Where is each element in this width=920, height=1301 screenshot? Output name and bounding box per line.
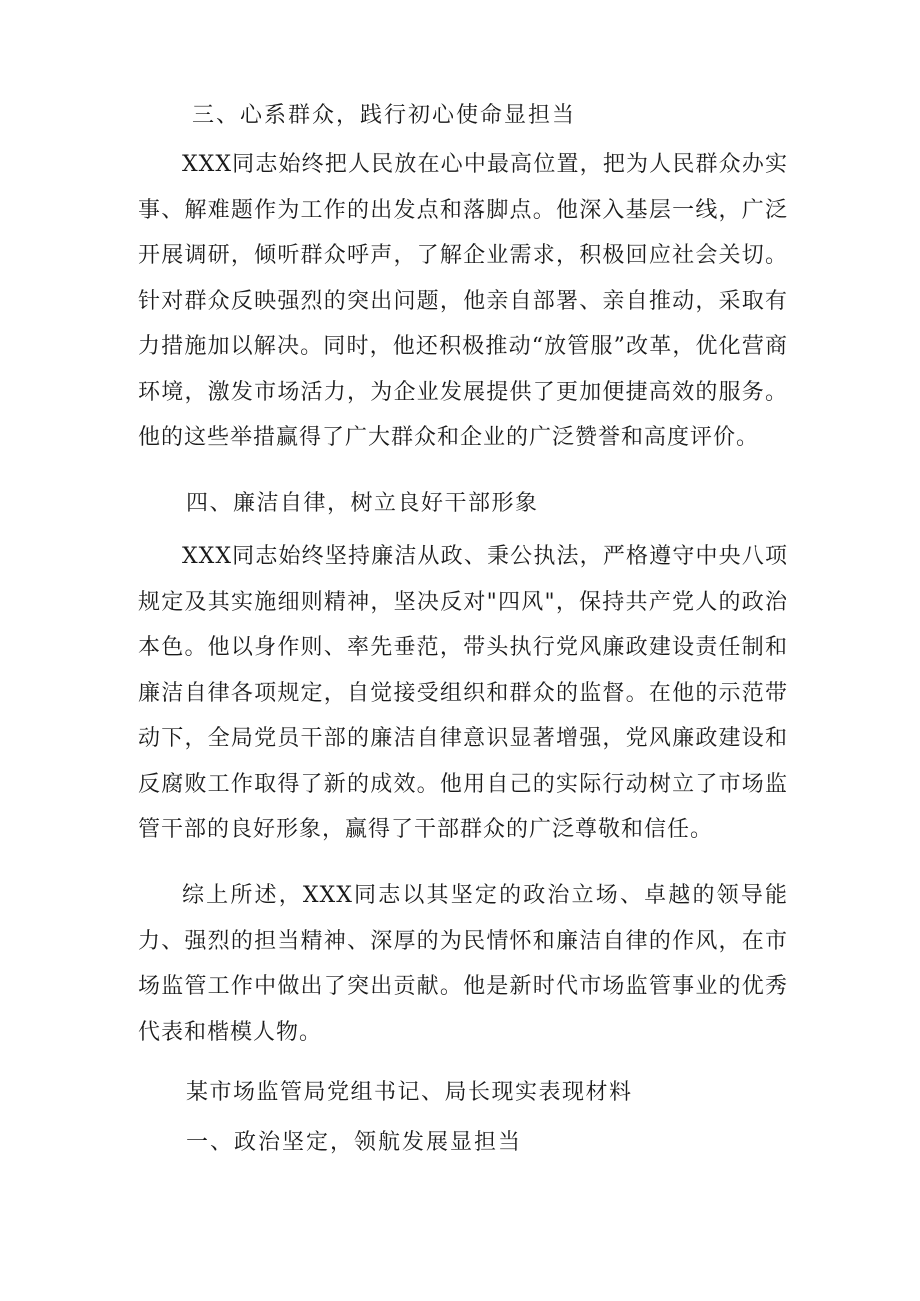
section-body-4: XXX同志始终坚持廉洁从政、秉公执法，严格遵守中央八项规定及其实施细则精神，坚决反对"四风"，保持共产党人的政治本色。他以身作则、率先垂范，带头执行党风廉政建设责任制和廉洁自律各项规定，自觉接受组织和群众的监督。在他的示范带动下，全局党员干部的廉洁自律意识显著增强，党风廉政建设和反腐败工作取得了新的成效。他用自己的实际行动树立了市场监管干部的良好形象，赢得了干部群众的广泛尊敬和信任。 bbox=[138, 544, 788, 842]
section-heading-1: 一、政治坚定，领航发展显担当 bbox=[186, 1130, 523, 1155]
document-title: 某市场监管局党组书记、局长现实表现材料 bbox=[186, 1080, 633, 1105]
summary-paragraph: 综上所述，XXX同志以其坚定的政治立场、卓越的领导能力、强烈的担当精神、深厚的为民情怀和廉洁自律的作风，在市场监管工作中做出了突出贡献。他是新时代市场监管事业的优秀代表和楷模人物。 bbox=[138, 883, 788, 1045]
section-heading-3: 三、心系群众，践行初心使命显担当 bbox=[192, 103, 577, 128]
section-body-3: XXX同志始终把人民放在心中最高位置，把为人民群众办实事、解难题作为工作的出发点和落脚点。他深入基层一线，广泛开展调研，倾听群众呼声，了解企业需求，积极回应社会关切。针对群众反映强烈的突出问题，他亲自部署、亲自推动，采取有力措施加以解决。同时，他还积极推动“放管服”改革，优化营商环境，激发市场活力，为企业发展提供了更加便捷高效的服务。他的这些举措赢得了广大群众和企业的广泛赞誉和高度评价。 bbox=[138, 152, 788, 450]
section-heading-4: 四、廉洁自律，树立良好干部形象 bbox=[186, 491, 539, 516]
